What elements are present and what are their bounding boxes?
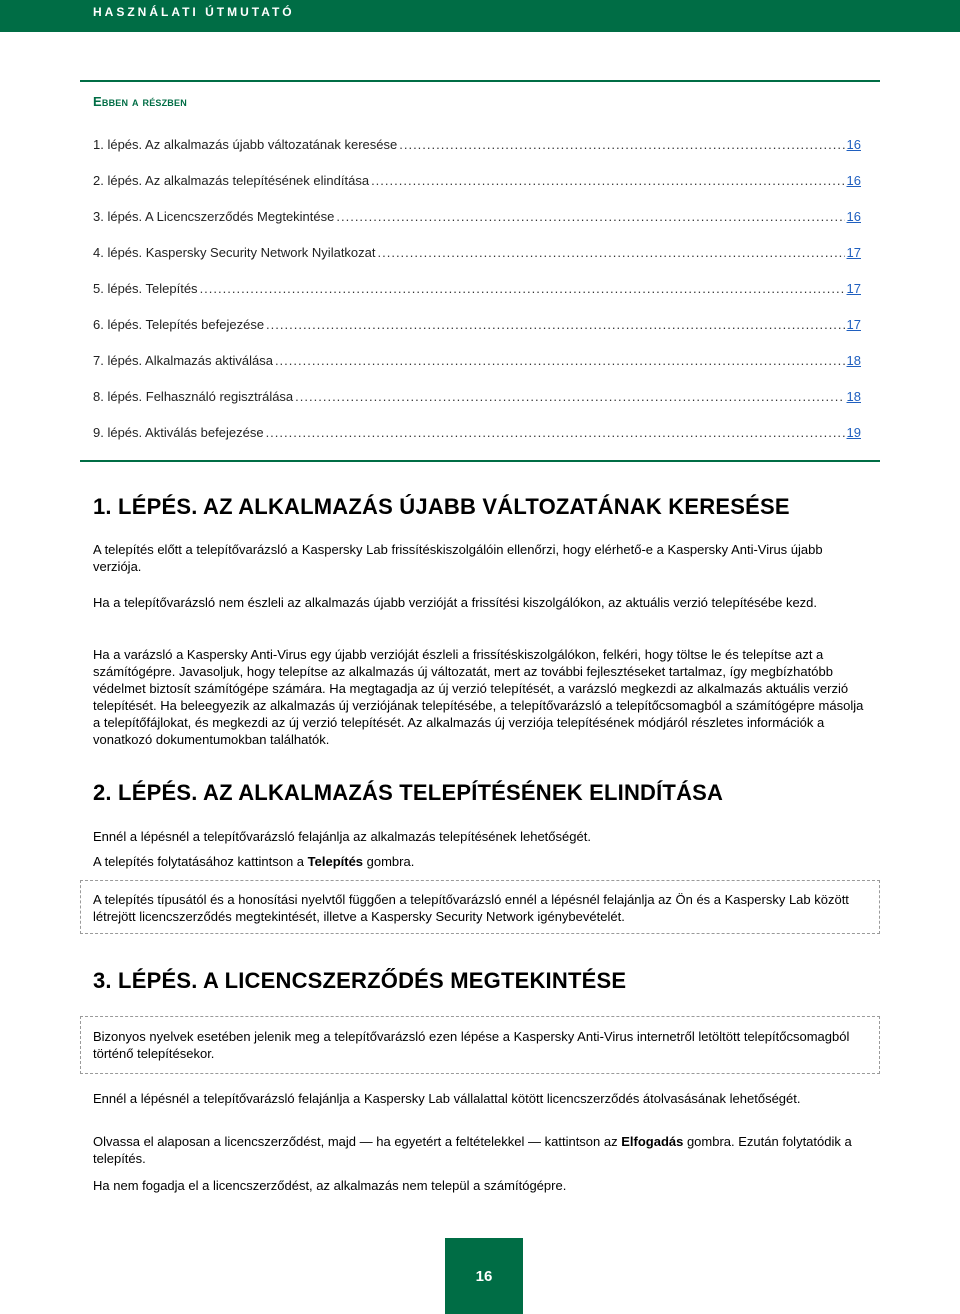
toc-item-page-link[interactable]: 17 (846, 281, 861, 296)
toc-item-label: 5. lépés. Telepítés (93, 281, 198, 296)
section-3-paragraph-2: Olvassa el alaposan a licencszerződést, majd — ha egyetért a feltételekkel — kattintson az Elfogadás gombra. Ezután folytatódik a telepítés. (93, 1134, 852, 1166)
toc-item[interactable] (93, 280, 861, 316)
section-1-paragraph-2: Ha a telepítővarázsló nem észleli az alkalmazás újabb verzióját a frissítési kiszolgálókon, az aktuális verzió telepítésébe kezd. (93, 595, 818, 610)
toc-item-label: 7. lépés. Alkalmazás aktiválása (93, 353, 273, 368)
toc-item-page-link[interactable]: 18 (846, 389, 861, 404)
toc-item[interactable] (93, 316, 861, 352)
toc-heading: Ebben a részben (93, 94, 187, 109)
section-3-title: 3. LÉPÉS. A LICENCSZERZŐDÉS MEGTEKINTÉSE (93, 968, 627, 993)
toc-item-page-link[interactable]: 17 (846, 245, 861, 260)
section-2-title: 2. LÉPÉS. AZ ALKALMAZÁS TELEPÍTÉSÉNEK ELINDÍTÁSA (93, 780, 724, 805)
install-button-reference: Telepítés (307, 854, 364, 869)
section-2-note-box (80, 880, 880, 934)
page-number: 16 (445, 1238, 523, 1314)
section-3-note-text: Bizonyos nyelvek esetében jelenik meg a telepítővarázsló ezen lépése a Kaspersky Anti-Virus internetről letöltött telepítőcsomagból történő telepítésekor. (93, 1029, 850, 1061)
toc-top-rule (80, 80, 880, 82)
section-1-paragraph-3: Ha a varázsló a Kaspersky Anti-Virus egy újabb verzióját észleli a frissítéskiszolgálókon, felkéri, hogy töltse le és telepítse azt a számítógépre. Javasoljuk, hogy telepítse az alkalmazás új változatát, mert az további fejlesztéseket tartalmaz, így megbízhatóbb védelmet biztosít számítógépe számára. Ha megtagadja az új verzió telepítését, a varázsló megkezdi az alkalmazás aktuális verzió telepítését. Ha beleegyezik az alkalmazás új verziójának telepítésébe, a telepítővarázsló a telepítőcsomagból a számítógépre másolja a telepítőfájlokat, és megkezdi az új verzió telepítését. Az alkalmazás új verziója telepítésének módjáról részletes információk a vonatkozó dokumentumokban találhatók. (93, 647, 864, 747)
section-2-note-text: A telepítés típusától és a honosítási nyelvtől függően a telepítővarázsló ennél a lépésnél felajánlja az Ön és a Kaspersky Lab között létrejött licencszerződés megtekintését, illetve a Kaspersky Security Network igénybevételét. (93, 892, 849, 924)
section-2-paragraph-1: Ennél a lépésnél a telepítővarázsló felajánlja az alkalmazás telepítésének lehetőségét. (93, 829, 591, 844)
toc-item-label: 9. lépés. Aktiválás befejezése (93, 425, 264, 440)
toc-item[interactable] (93, 136, 861, 172)
section-3-paragraph-1: Ennél a lépésnél a telepítővarázsló felajánlja a Kaspersky Lab vállalattal kötött licencszerződés átolvasásának lehetőségét. (93, 1091, 801, 1106)
running-header-bar (0, 0, 960, 32)
toc-item[interactable] (93, 388, 861, 424)
toc-item[interactable] (93, 208, 861, 244)
toc-item-page-link[interactable]: 16 (846, 209, 861, 224)
toc-item-page-link[interactable]: 17 (846, 317, 861, 332)
toc-item[interactable] (93, 352, 861, 388)
toc-item-label: 1. lépés. Az alkalmazás újabb változatának keresése (93, 137, 398, 152)
toc-item[interactable] (93, 244, 861, 280)
toc-item[interactable] (93, 172, 861, 208)
toc-item-page-link[interactable]: 18 (846, 353, 861, 368)
running-header-title: HASZNÁLATI ÚTMUTATÓ (93, 5, 295, 19)
section-1-paragraph-1: A telepítés előtt a telepítővarázsló a Kaspersky Lab frissítéskiszolgálóin ellenőrzi, hogy elérhető-e a Kaspersky Anti-Virus újabb verziója. (93, 542, 823, 574)
section-1-title: 1. LÉPÉS. AZ ALKALMAZÁS ÚJABB VÁLTOZATÁNAK KERESÉSE (93, 494, 790, 519)
toc-bottom-rule (80, 460, 880, 462)
toc-item[interactable] (93, 424, 861, 460)
toc-item-label: 4. lépés. Kaspersky Security Network Nyilatkozat (93, 245, 376, 260)
toc-item-label: 6. lépés. Telepítés befejezése (93, 317, 265, 332)
toc-item-label: 2. lépés. Az alkalmazás telepítésének elindítása (93, 173, 370, 188)
toc-item-label: 8. lépés. Felhasználó regisztrálása (93, 389, 294, 404)
toc-item-page-link[interactable]: 19 (846, 425, 861, 440)
section-3-paragraph-3: Ha nem fogadja el a licencszerződést, az alkalmazás nem települ a számítógépre. (93, 1178, 567, 1193)
section-3-note-box (80, 1016, 880, 1074)
toc-item-label: 3. lépés. A Licencszerződés Megtekintése (93, 209, 335, 224)
section-2-paragraph-2: A telepítés folytatásához kattintson a Telepítés gombra. (93, 854, 415, 869)
toc-item-page-link[interactable]: 16 (846, 137, 861, 152)
toc-item-page-link[interactable]: 16 (846, 173, 861, 188)
accept-button-reference: Elfogadás (621, 1134, 684, 1149)
table-of-contents (93, 136, 861, 460)
